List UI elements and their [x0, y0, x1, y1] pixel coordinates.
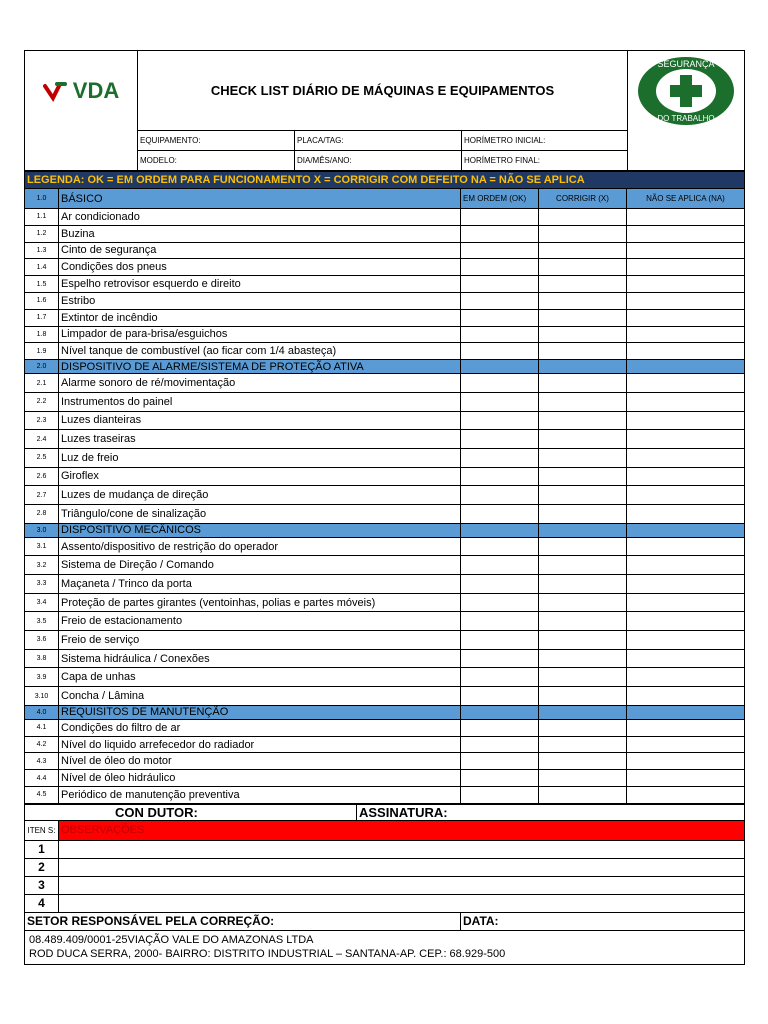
checklist-row: [25, 649, 745, 668]
ok-checkbox-cell[interactable]: [461, 687, 539, 706]
ok-checkbox-cell[interactable]: [461, 467, 539, 486]
na-checkbox-cell[interactable]: [627, 309, 745, 326]
checklist-row: [25, 504, 745, 523]
checklist-row: [25, 276, 745, 293]
section-blank-cell: [461, 360, 539, 374]
ok-checkbox-cell[interactable]: [461, 276, 539, 293]
item-number: 1.8: [25, 326, 59, 343]
corrigir-checkbox-cell[interactable]: [539, 374, 627, 393]
checklist-row: [25, 467, 745, 486]
checklist-row: [25, 326, 745, 343]
page-title: CHECK LIST DIÁRIO DE MÁQUINAS E EQUIPAMENTOS: [138, 51, 628, 131]
equipamento-field[interactable]: EQUIPAMENTO:: [138, 131, 295, 151]
item-label: Buzina: [59, 225, 461, 242]
na-checkbox-cell[interactable]: [627, 411, 745, 430]
na-checkbox-cell[interactable]: [627, 753, 745, 770]
column-header-na: NÃO SE APLICA (NA): [627, 189, 745, 209]
item-label: Luzes traseiras: [59, 430, 461, 449]
item-label: Nível de óleo do motor: [59, 753, 461, 770]
na-checkbox-cell[interactable]: [627, 556, 745, 575]
na-checkbox-cell[interactable]: [627, 467, 745, 486]
corrigir-checkbox-cell[interactable]: [539, 736, 627, 753]
legend-bar: LEGENDA: OK = EM ORDEM PARA FUNCIONAMENTO X = CORRIGIR COM DEFEITO NA = NÃO SE APLICA: [25, 172, 745, 189]
na-checkbox-cell[interactable]: [627, 374, 745, 393]
checklist-row: [25, 719, 745, 736]
ok-checkbox-cell[interactable]: [461, 575, 539, 594]
section-header-row: [25, 523, 745, 537]
checklist-row: [25, 770, 745, 787]
header-table: [24, 50, 745, 171]
checklist-row: [25, 612, 745, 631]
safety-seal: [628, 51, 745, 131]
obs-row-field[interactable]: [59, 840, 745, 858]
item-number: 2.7: [25, 486, 59, 505]
na-checkbox-cell[interactable]: [627, 668, 745, 687]
item-number: 1.1: [25, 209, 59, 226]
obs-row-field[interactable]: [59, 894, 745, 912]
ok-checkbox-cell[interactable]: [461, 668, 539, 687]
item-number: 3.5: [25, 612, 59, 631]
na-checkbox-cell[interactable]: [627, 593, 745, 612]
na-checkbox-cell[interactable]: [627, 209, 745, 226]
corrigir-checkbox-cell[interactable]: [539, 411, 627, 430]
item-label: Nível de óleo hidráulico: [59, 770, 461, 787]
checklist-row: [25, 259, 745, 276]
obs-row-number: 4: [25, 894, 59, 912]
section-header-row: [25, 705, 745, 719]
corrigir-checkbox-cell[interactable]: [539, 719, 627, 736]
item-number: 2.2: [25, 392, 59, 411]
ok-checkbox-cell[interactable]: [461, 504, 539, 523]
item-number: 1.2: [25, 225, 59, 242]
item-label: Estribo: [59, 292, 461, 309]
item-number: 3.3: [25, 575, 59, 594]
section-number: 4.0: [25, 705, 59, 719]
section-number: 2.0: [25, 360, 59, 374]
ok-checkbox-cell[interactable]: [461, 612, 539, 631]
item-number: 2.8: [25, 504, 59, 523]
item-number: 4.4: [25, 770, 59, 787]
corrigir-checkbox-cell[interactable]: [539, 649, 627, 668]
na-checkbox-cell[interactable]: [627, 719, 745, 736]
corrigir-checkbox-cell[interactable]: [539, 225, 627, 242]
na-checkbox-cell[interactable]: [627, 276, 745, 293]
item-label: Luzes de mudança de direção: [59, 486, 461, 505]
corrigir-checkbox-cell[interactable]: [539, 276, 627, 293]
item-label: Espelho retrovisor esquerdo e direito: [59, 276, 461, 293]
corrigir-checkbox-cell[interactable]: [539, 593, 627, 612]
item-number: 3.6: [25, 631, 59, 650]
item-number: 4.1: [25, 719, 59, 736]
checklist-row: [25, 668, 745, 687]
na-checkbox-cell[interactable]: [627, 242, 745, 259]
checklist-row: [25, 225, 745, 242]
checklist-table: [24, 171, 745, 804]
corrigir-checkbox-cell[interactable]: [539, 467, 627, 486]
item-number: 4.5: [25, 787, 59, 804]
checklist-row: [25, 392, 745, 411]
header-spacer-right-2: [628, 151, 745, 171]
item-label: Instrumentos do painel: [59, 392, 461, 411]
item-label: Extintor de incêndio: [59, 309, 461, 326]
column-header-corrigir: CORRIGIR (X): [539, 189, 627, 209]
section-number: 1.0: [25, 189, 59, 209]
item-number: 2.5: [25, 448, 59, 467]
na-checkbox-cell[interactable]: [627, 649, 745, 668]
item-number: 1.7: [25, 309, 59, 326]
section-header-row: [25, 360, 745, 374]
obs-row-number: 1: [25, 840, 59, 858]
ok-checkbox-cell[interactable]: [461, 719, 539, 736]
item-number: 2.3: [25, 411, 59, 430]
na-checkbox-cell[interactable]: [627, 343, 745, 360]
checklist-row: [25, 209, 745, 226]
item-label: Sistema hidráulica / Conexões: [59, 649, 461, 668]
checklist-row: [25, 736, 745, 753]
na-checkbox-cell[interactable]: [627, 392, 745, 411]
signature-table: [24, 804, 745, 965]
item-number: 1.3: [25, 242, 59, 259]
corrigir-checkbox-cell[interactable]: [539, 242, 627, 259]
item-label: Giroflex: [59, 467, 461, 486]
ok-checkbox-cell[interactable]: [461, 392, 539, 411]
header-spacer-left: [25, 131, 138, 151]
ok-checkbox-cell[interactable]: [461, 537, 539, 556]
seal-bottom-text: DO TRABALHO: [657, 113, 715, 123]
section-title: REQUISITOS DE MANUTENÇÃO: [59, 705, 461, 719]
section-blank-cell: [627, 523, 745, 537]
corrigir-checkbox-cell[interactable]: [539, 326, 627, 343]
corrigir-checkbox-cell[interactable]: [539, 556, 627, 575]
checklist-row: [25, 430, 745, 449]
ok-checkbox-cell[interactable]: [461, 787, 539, 804]
logo-text: VDA: [72, 77, 120, 103]
na-checkbox-cell[interactable]: [627, 326, 745, 343]
checklist-row: [25, 411, 745, 430]
na-checkbox-cell[interactable]: [627, 631, 745, 650]
na-checkbox-cell[interactable]: [627, 687, 745, 706]
ok-checkbox-cell[interactable]: [461, 343, 539, 360]
horimetro-final-field[interactable]: HORÍMETRO FINAL:: [462, 151, 628, 171]
section-header-row: [25, 189, 745, 209]
item-label: Condições dos pneus: [59, 259, 461, 276]
checklist-row: [25, 537, 745, 556]
ok-checkbox-cell[interactable]: [461, 770, 539, 787]
itens-label: ITEN S:: [25, 820, 59, 840]
corrigir-checkbox-cell[interactable]: [539, 486, 627, 505]
ok-checkbox-cell[interactable]: [461, 259, 539, 276]
ok-checkbox-cell[interactable]: [461, 736, 539, 753]
company-logo: [25, 51, 138, 131]
item-label: Proteção de partes girantes (ventoinhas, polias e partes móveis): [59, 593, 461, 612]
item-label: Capa de unhas: [59, 668, 461, 687]
header-spacer-left-2: [25, 151, 138, 171]
observacoes-header: OBSERVAÇÕES: [59, 820, 745, 840]
item-label: Sistema de Direção / Comando: [59, 556, 461, 575]
ok-checkbox-cell[interactable]: [461, 411, 539, 430]
item-number: 2.4: [25, 430, 59, 449]
item-label: Assento/dispositivo de restrição do operador: [59, 537, 461, 556]
ok-checkbox-cell[interactable]: [461, 309, 539, 326]
corrigir-checkbox-cell[interactable]: [539, 343, 627, 360]
ok-checkbox-cell[interactable]: [461, 326, 539, 343]
item-number: 3.1: [25, 537, 59, 556]
obs-row-field[interactable]: [59, 876, 745, 894]
na-checkbox-cell[interactable]: [627, 225, 745, 242]
checklist-row: [25, 374, 745, 393]
item-label: Alarme sonoro de ré/movimentação: [59, 374, 461, 393]
corrigir-checkbox-cell[interactable]: [539, 668, 627, 687]
company-line-1: 08.489.409/0001-25VIAÇÃO VALE DO AMAZONAS LTDA: [29, 934, 314, 947]
item-number: 3.10: [25, 687, 59, 706]
header-spacer-right: [628, 131, 745, 151]
data-field[interactable]: DIA/MÊS/ANO:: [295, 151, 462, 171]
item-number: 3.2: [25, 556, 59, 575]
ok-checkbox-cell[interactable]: [461, 430, 539, 449]
condutor-field[interactable]: CON DUTOR:: [25, 804, 357, 820]
na-checkbox-cell[interactable]: [627, 537, 745, 556]
item-label: Maçaneta / Trinco da porta: [59, 575, 461, 594]
placa-field[interactable]: PLACA/TAG:: [295, 131, 462, 151]
corrigir-checkbox-cell[interactable]: [539, 292, 627, 309]
data-signature-field[interactable]: DATA:: [461, 912, 745, 930]
ok-checkbox-cell[interactable]: [461, 225, 539, 242]
corrigir-checkbox-cell[interactable]: [539, 787, 627, 804]
checklist-row: [25, 343, 745, 360]
item-number: 2.1: [25, 374, 59, 393]
section-title: BÁSICO: [59, 189, 461, 209]
item-label: Condições do filtro de ar: [59, 719, 461, 736]
ok-checkbox-cell[interactable]: [461, 631, 539, 650]
corrigir-checkbox-cell[interactable]: [539, 259, 627, 276]
corrigir-checkbox-cell[interactable]: [539, 687, 627, 706]
section-blank-cell: [627, 360, 745, 374]
ok-checkbox-cell[interactable]: [461, 242, 539, 259]
checklist-row: [25, 486, 745, 505]
corrigir-checkbox-cell[interactable]: [539, 575, 627, 594]
section-blank-cell: [539, 360, 627, 374]
setor-field[interactable]: SETOR RESPONSÁVEL PELA CORREÇÃO:: [25, 912, 461, 930]
obs-row-number: 3: [25, 876, 59, 894]
item-label: Luz de freio: [59, 448, 461, 467]
ok-checkbox-cell[interactable]: [461, 556, 539, 575]
checklist-row: [25, 556, 745, 575]
item-label: Cinto de segurança: [59, 242, 461, 259]
checklist-row: [25, 292, 745, 309]
section-blank-cell: [539, 523, 627, 537]
checklist-row: [25, 309, 745, 326]
corrigir-checkbox-cell[interactable]: [539, 770, 627, 787]
item-number: 1.6: [25, 292, 59, 309]
item-label: Nível do liquido arrefecedor do radiador: [59, 736, 461, 753]
item-label: Nível tanque de combustível (ao ficar com 1/4 abasteça): [59, 343, 461, 360]
item-label: Freio de serviço: [59, 631, 461, 650]
item-label: Concha / Lâmina: [59, 687, 461, 706]
checklist-row: [25, 631, 745, 650]
item-number: 4.2: [25, 736, 59, 753]
item-label: Limpador de para-brisa/esguichos: [59, 326, 461, 343]
checklist-row: [25, 787, 745, 804]
ok-checkbox-cell[interactable]: [461, 593, 539, 612]
safety-cross-icon: [636, 55, 736, 127]
corrigir-checkbox-cell[interactable]: [539, 537, 627, 556]
item-label: Ar condicionado: [59, 209, 461, 226]
corrigir-checkbox-cell[interactable]: [539, 309, 627, 326]
seal-top-text: SEGURANÇA: [657, 58, 715, 69]
checklist-row: [25, 687, 745, 706]
ok-checkbox-cell[interactable]: [461, 486, 539, 505]
corrigir-checkbox-cell[interactable]: [539, 209, 627, 226]
corrigir-checkbox-cell[interactable]: [539, 753, 627, 770]
company-footer: [25, 930, 745, 964]
item-number: 2.6: [25, 467, 59, 486]
section-number: 3.0: [25, 523, 59, 537]
checklist-row: [25, 753, 745, 770]
na-checkbox-cell[interactable]: [627, 770, 745, 787]
na-checkbox-cell[interactable]: [627, 259, 745, 276]
ok-checkbox-cell[interactable]: [461, 374, 539, 393]
obs-row-field[interactable]: [59, 858, 745, 876]
item-label: Freio de estacionamento: [59, 612, 461, 631]
section-blank-cell: [539, 705, 627, 719]
assinatura-field[interactable]: ASSINATURA:: [357, 804, 745, 820]
item-number: 1.4: [25, 259, 59, 276]
na-checkbox-cell[interactable]: [627, 430, 745, 449]
na-checkbox-cell[interactable]: [627, 575, 745, 594]
na-checkbox-cell[interactable]: [627, 486, 745, 505]
corrigir-checkbox-cell[interactable]: [539, 631, 627, 650]
na-checkbox-cell[interactable]: [627, 787, 745, 804]
item-label: Triângulo/cone de sinalização: [59, 504, 461, 523]
na-checkbox-cell[interactable]: [627, 448, 745, 467]
column-header-ok: EM ORDEM (OK): [461, 189, 539, 209]
checklist-row: [25, 593, 745, 612]
item-number: 4.3: [25, 753, 59, 770]
corrigir-checkbox-cell[interactable]: [539, 612, 627, 631]
section-title: DISPOSITIVO DE ALARME/SISTEMA DE PROTEÇÃO ATIVA: [59, 360, 461, 374]
item-number: 1.5: [25, 276, 59, 293]
checklist-row: [25, 242, 745, 259]
checklist-row: [25, 575, 745, 594]
na-checkbox-cell[interactable]: [627, 612, 745, 631]
item-number: 3.4: [25, 593, 59, 612]
item-number: 3.9: [25, 668, 59, 687]
checklist-sheet: [24, 50, 744, 965]
section-blank-cell: [461, 705, 539, 719]
na-checkbox-cell[interactable]: [627, 736, 745, 753]
ok-checkbox-cell[interactable]: [461, 448, 539, 467]
horimetro-inicial-field[interactable]: HORÍMETRO INICIAL:: [462, 131, 628, 151]
corrigir-checkbox-cell[interactable]: [539, 448, 627, 467]
na-checkbox-cell[interactable]: [627, 292, 745, 309]
item-label: Luzes dianteiras: [59, 411, 461, 430]
ok-checkbox-cell[interactable]: [461, 292, 539, 309]
section-blank-cell: [627, 705, 745, 719]
corrigir-checkbox-cell[interactable]: [539, 504, 627, 523]
company-line-2: ROD DUCA SERRA, 2000- BAIRRO: DISTRITO INDUSTRIAL – SANTANA-AP. CEP.: 68.929-500: [29, 948, 506, 961]
modelo-field[interactable]: MODELO:: [138, 151, 295, 171]
ok-checkbox-cell[interactable]: [461, 649, 539, 668]
item-number: 1.9: [25, 343, 59, 360]
ok-checkbox-cell[interactable]: [461, 753, 539, 770]
section-title: DISPOSITIVO MECÂNICOS: [59, 523, 461, 537]
item-number: 3.8: [25, 649, 59, 668]
na-checkbox-cell[interactable]: [627, 504, 745, 523]
corrigir-checkbox-cell[interactable]: [539, 430, 627, 449]
item-label: Periódico de manutenção preventiva: [59, 787, 461, 804]
checklist-row: [25, 448, 745, 467]
corrigir-checkbox-cell[interactable]: [539, 392, 627, 411]
ok-checkbox-cell[interactable]: [461, 209, 539, 226]
obs-row-number: 2: [25, 858, 59, 876]
vda-logo-icon: [43, 80, 69, 102]
section-blank-cell: [461, 523, 539, 537]
